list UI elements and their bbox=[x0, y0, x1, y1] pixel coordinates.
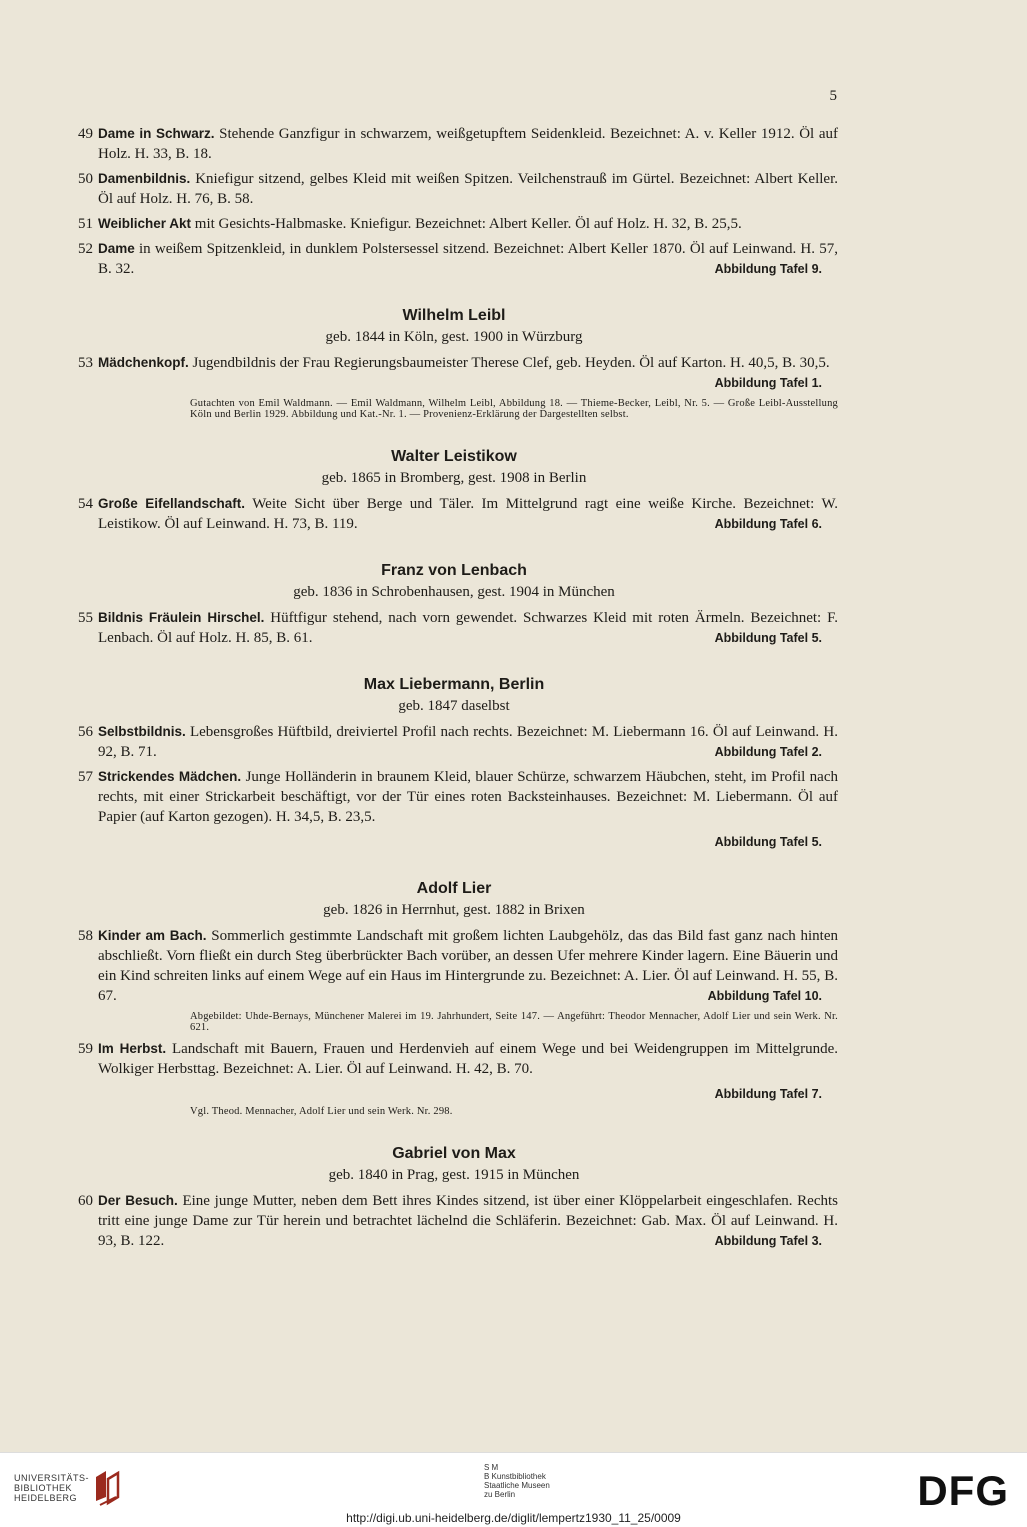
entry-54: 54 Große Eifellandschaft. Weite Sicht über Berge und Täler. Im Mittelgrund ragt eine weiße Kirche. Bezeichnet: W. Leistikow. Öl auf Leinwand. H. 73, B. 119. Abbildung Tafel 6. bbox=[78, 496, 839, 532]
entry-55: 55 Bildnis Fräulein Hirschel. Hüftfigur stehend, nach vorn gewendet. Schwarzes Kleid mit roten Ärmeln. Bezeichnet: F. Lenbach. Öl auf Holz. H. 85, B. 61. Abbildung Tafel 5. bbox=[78, 610, 838, 646]
entry-50: 50 Damenbildnis. Kniefigur sitzend, gelbes Kleid mit weißen Spitzen. Veilchenstrauß im Gürtel. Bezeichnet: Albert Keller. Öl auf Holz. H. 76, B. 58. bbox=[78, 171, 838, 207]
artist-heading-leibl: Wilhelm Leibl geb. 1844 in Köln, gest. 1900 in Würzburg bbox=[325, 307, 583, 345]
entry-49: 49 Dame in Schwarz. Stehende Ganzfigur in schwarzem, weißgetupftem Seidenkleid. Bezeichnet: A. v. Keller 1912. Öl auf Holz. H. 33, B. 18. bbox=[78, 126, 838, 162]
entry-52: 52 Dame in weißem Spitzenkleid, in dunklem Polstersessel sitzend. Bezeichnet: Albert Keller 1870. Öl auf Leinwand. H. 57, B. 32. Abbildung Tafel 9. bbox=[78, 241, 838, 277]
entry-60: 60 Der Besuch. Eine junge Mutter, neben dem Bett ihres Kindes sitzend, ist über einer Klöppelarbeit eingeschlafen. Rechts tritt eine junge Dame zur Tür herein und betrachtet lächelnd die Schläferin. Bezeichnet: Gab. Max. Öl auf Leinwand. H. 93, B. 122. Abbildung Tafel 3. bbox=[78, 1193, 839, 1249]
literature-note: Abgebildet: Uhde-Bernays, Münchener Malerei im 19. Jahrhundert, Seite 147. — Angeführt: Theodor Mennacher, Adolf Lier und sein Werk. Nr. 621. bbox=[190, 1011, 838, 1033]
smb-kunstbibliothek-logo[interactable]: S M B Kunstbibliothek Staatliche Museen zu Berlin bbox=[484, 1463, 550, 1499]
plate-reference: Abbildung Tafel 5. bbox=[714, 835, 822, 849]
plate-reference: Abbildung Tafel 5. bbox=[714, 631, 822, 645]
artist-heading-leistikow: Walter Leistikow geb. 1865 in Bromberg, gest. 1908 in Berlin bbox=[321, 448, 587, 486]
entry-53: 53 Mädchenkopf. Jugendbildnis der Frau Regierungsbaumeister Therese Clef, geb. Heyden. Öl auf Karton. H. 40,5, B. 30,5. Abbildung Tafel 1. bbox=[70, 353, 838, 393]
plate-reference: Abbildung Tafel 3. bbox=[714, 1234, 822, 1248]
entry-58: 58 Kinder am Bach. Sommerlich gestimmte Landschaft mit großem lichten Laubgehölz, das das Bild fast ganz nach hinten abschließt. Vorn fließt ein durch Steg überbrückter Bach vorüber, an dessen Ufer mehrere Kinder lagern. Eine Bäuerin und ein Kind schreiten links auf einem Wege auf ein Haus im Hintergrunde zu. Bezeichnet: A. Lier. Öl auf Leinwand. H. 55, B. 67. Abbildung Tafel 10. bbox=[78, 928, 838, 1004]
artist-heading-lenbach: Franz von Lenbach geb. 1836 in Schrobenhausen, gest. 1904 in München bbox=[293, 562, 615, 600]
entry-59: 59 Im Herbst. Landschaft mit Bauern, Frauen und Herdenvieh auf einem Wege und bei Weidengruppen im Mittelgrunde. Wolkiger Herbsttag. Bezeichnet: A. Lier. Öl auf Leinwand. H. 42, B. 70. bbox=[78, 1041, 838, 1077]
plate-reference: Abbildung Tafel 6. bbox=[714, 517, 822, 531]
ub-heidelberg-logo-icon[interactable] bbox=[92, 1467, 122, 1507]
permalink-url[interactable]: http://digi.ub.uni-heidelberg.de/diglit/lempertz1930_11_25/0009 bbox=[346, 1511, 681, 1525]
entry-56: 56 Selbstbildnis. Lebensgroßes Hüftbild, dreiviertel Profil nach rechts. Bezeichnet: M. Liebermann 16. Öl auf Leinwand. H. 92, B. 71. Abbildung Tafel 2. bbox=[78, 724, 838, 760]
viewer-footer bbox=[0, 1452, 1027, 1527]
literature-note: Vgl. Theod. Mennacher, Adolf Lier und sein Werk. Nr. 298. bbox=[190, 1106, 453, 1117]
plate-reference: Abbildung Tafel 7. bbox=[714, 1087, 822, 1101]
entry-57: 57 Strickendes Mädchen. Junge Holländerin in braunem Kleid, blauer Schürze, schwarzem Häubchen, steht, im Profil nach rechts, mit einer Strickarbeit beschäftigt, vor der Tür eines roten Backsteinhauses. Bezeichnet: M. Liebermann. Öl auf Papier (auf Karton gezogen). H. 34,5, B. 23,5. bbox=[78, 769, 838, 825]
page-content bbox=[70, 124, 838, 1256]
artist-heading-liebermann: Max Liebermann, Berlin geb. 1847 daselbst bbox=[363, 676, 545, 714]
entry-51: 51 Weiblicher Akt mit Gesichts-Halbmaske. Kniefigur. Bezeichnet: Albert Keller. Öl auf Holz. H. 32, B. 25,5. bbox=[78, 216, 742, 232]
ub-heidelberg-logo-text[interactable]: UNIVERSITÄTS- BIBLIOTHEK HEIDELBERG bbox=[14, 1473, 90, 1503]
artist-heading-max: Gabriel von Max geb. 1840 in Prag, gest. 1915 in München bbox=[328, 1145, 580, 1183]
plate-reference: Abbildung Tafel 2. bbox=[714, 745, 822, 759]
plate-reference: Abbildung Tafel 9. bbox=[714, 262, 822, 276]
dfg-logo[interactable]: DFG bbox=[917, 1467, 1009, 1514]
plate-reference: Abbildung Tafel 1. bbox=[714, 376, 822, 390]
plate-reference: Abbildung Tafel 10. bbox=[707, 989, 822, 1003]
page-number: 5 bbox=[829, 88, 837, 104]
literature-note: Gutachten von Emil Waldmann. — Emil Waldmann, Wilhelm Leibl, Abbildung 18. — Thieme-Becker, Leibl, Nr. 5. — Große Leibl-Ausstellung Köln und Berlin 1929. Abbildung und Kat.-Nr. 1. — Provenienz-Erklärung der Dargestellten selbst. bbox=[190, 398, 838, 420]
artist-heading-lier: Adolf Lier geb. 1826 in Herrnhut, gest. 1882 in Brixen bbox=[323, 880, 585, 918]
